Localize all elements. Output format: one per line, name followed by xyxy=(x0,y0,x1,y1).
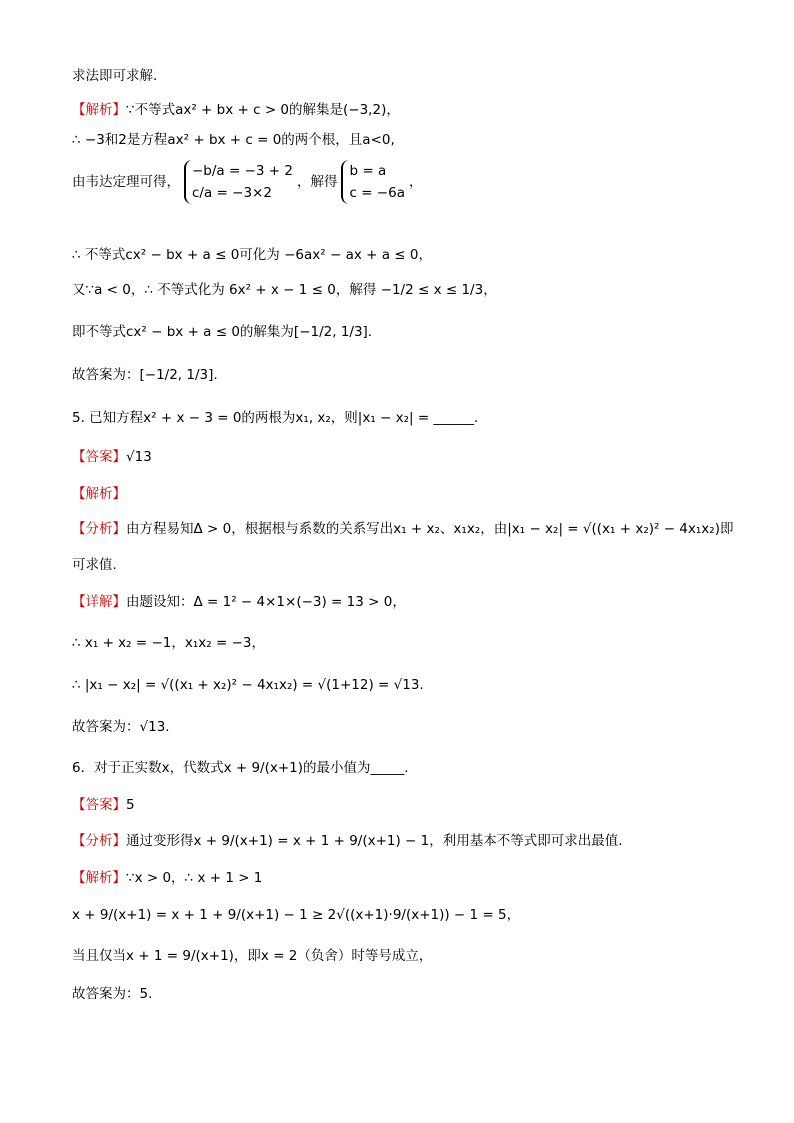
q5-analysis-tag xyxy=(72,484,126,504)
text: 由方程易知Δ > 0，根据根与系数的关系写出x₁ + x₂、x₁x₂，由|x₁ − x₂| = √((x₁ + x₂)² − 4x₁x₂)即 xyxy=(126,521,734,537)
q5-answer xyxy=(72,447,152,467)
answer-value: 5 xyxy=(126,797,135,813)
analysis-tag: 【解析】 xyxy=(72,102,126,118)
equation: c/a = −3×2 xyxy=(192,185,272,201)
line-4 xyxy=(72,245,432,265)
q5-step-1 xyxy=(72,633,265,653)
q6-answer xyxy=(72,795,135,815)
text: 5. 已知方程x² + x − 3 = 0的两根为x₁, x₂，则|x₁ − x₂| = ______. xyxy=(72,410,479,426)
text: ，解得 xyxy=(296,174,338,190)
text: 故答案为：[−1/2, 1/3]. xyxy=(72,367,218,383)
answer-tag: 【答案】 xyxy=(72,449,126,465)
q5-step-2 xyxy=(72,675,424,695)
answer-tag: 【答案】 xyxy=(72,797,126,813)
text: 故答案为：5. xyxy=(72,986,153,1002)
text: 当且仅当x + 1 = 9/(x+1)，即x = 2（负舍）时等号成立， xyxy=(72,948,433,964)
q6-fenxi xyxy=(72,831,623,851)
fenxi-tag: 【分析】 xyxy=(72,521,126,537)
line-3 xyxy=(72,160,422,204)
analysis-tag: 【解析】 xyxy=(72,486,126,502)
question-6 xyxy=(72,758,409,778)
line-7 xyxy=(72,365,218,385)
text: ∴ 不等式cx² − bx + a ≤ 0可化为 −6ax² − ax + a ≤ 0， xyxy=(72,247,432,263)
q6-step-2 xyxy=(72,946,432,966)
equation-system-1 xyxy=(184,160,293,204)
equation: c = −6a xyxy=(349,185,405,201)
line-5 xyxy=(72,280,497,300)
line-6 xyxy=(72,322,372,342)
text: 可求值. xyxy=(72,557,117,573)
question-5 xyxy=(72,408,478,428)
q5-fenxi-cont xyxy=(72,555,117,575)
q6-jiexi xyxy=(72,868,262,888)
q5-final xyxy=(72,717,170,737)
q6-step-1 xyxy=(72,905,520,925)
text: 求法即可求解. xyxy=(72,68,158,84)
line-0 xyxy=(72,66,157,86)
answer-value: √13 xyxy=(126,449,152,465)
equation: −b/a = −3 + 2 xyxy=(192,163,293,179)
text: ∵不等式ax² + bx + c > 0的解集是(−3,2)， xyxy=(126,102,400,118)
text: ， xyxy=(408,174,423,190)
text: 通过变形得x + 9/(x+1) = x + 1 + 9/(x+1) − 1，利用基本不等式即可求出最值. xyxy=(126,833,623,849)
detail-tag: 【详解】 xyxy=(72,594,126,610)
line-2 xyxy=(72,130,395,150)
text: 即不等式cx² − bx + a ≤ 0的解集为[−1/2, 1/3]. xyxy=(72,324,373,340)
text: ∴ |x₁ − x₂| = √((x₁ + x₂)² − 4x₁x₂) = √(1+12) = √13. xyxy=(72,677,424,693)
equation: b = a xyxy=(349,163,387,179)
text: ∴ x₁ + x₂ = −1，x₁x₂ = −3， xyxy=(72,635,265,651)
text: 6．对于正实数x，代数式x + 9/(x+1)的最小值为_____. xyxy=(72,760,409,776)
text: ∵x > 0，∴ x + 1 > 1 xyxy=(126,870,263,886)
q6-final xyxy=(72,984,152,1004)
text: 又∵a < 0，∴ 不等式化为 6x² + x − 1 ≤ 0，解得 −1/2 ≤ x ≤ 1/3， xyxy=(72,282,497,298)
equation-system-2 xyxy=(341,160,405,204)
q5-detail xyxy=(72,592,406,612)
fenxi-tag: 【分析】 xyxy=(72,833,126,849)
text: 由题设知：Δ = 1² − 4×1×(−3) = 13 > 0， xyxy=(126,594,406,610)
text: 故答案为：√13. xyxy=(72,719,170,735)
text: x + 9/(x+1) = x + 1 + 9/(x+1) − 1 ≥ 2√((x+1)·9/(x+1)) − 1 = 5， xyxy=(72,907,521,923)
text: ∴ −3和2是方程ax² + bx + c = 0的两个根，且a<0, xyxy=(72,132,395,148)
analysis-tag: 【解析】 xyxy=(72,870,126,886)
line-1 xyxy=(72,100,400,120)
text: 由韦达定理可得， xyxy=(72,174,180,190)
q5-fenxi xyxy=(72,519,733,539)
